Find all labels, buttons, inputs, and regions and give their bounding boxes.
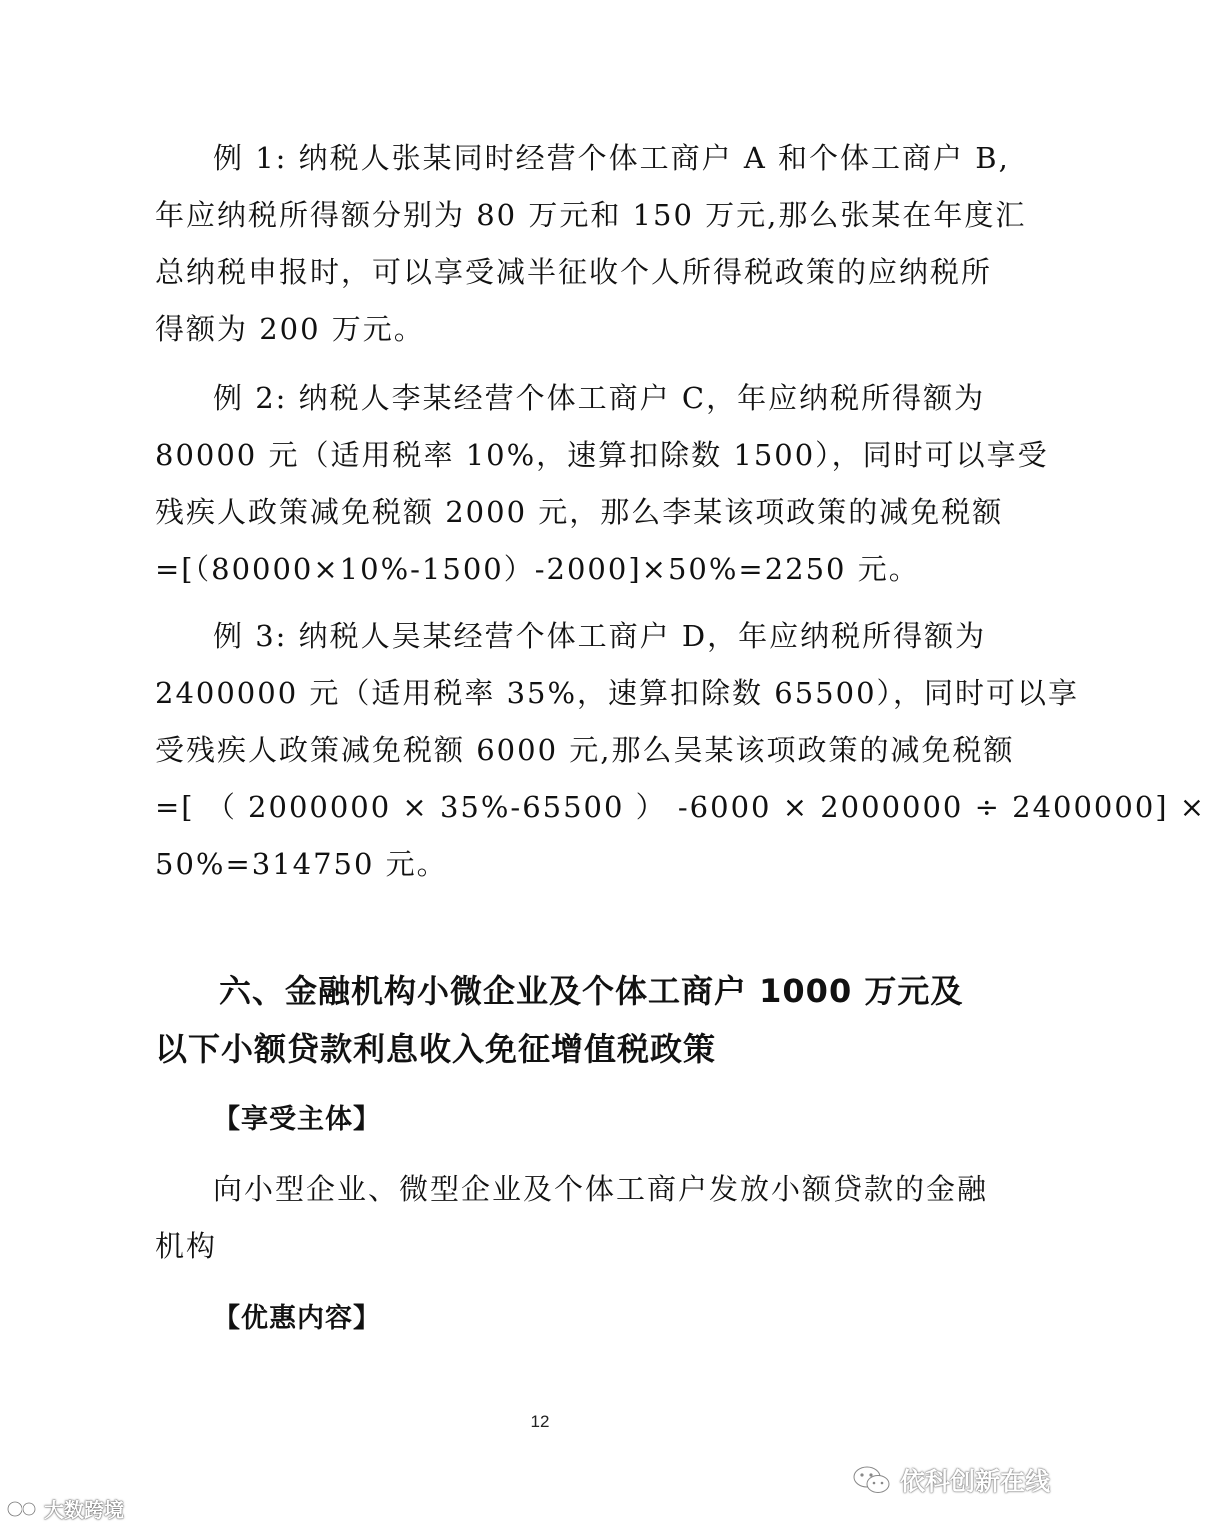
camera-logo-icon (6, 1498, 40, 1520)
example-2-line: 例 2: 纳税人李某经营个体工商户 C，年应纳税所得额为 (213, 381, 986, 415)
example-1-line: 年应纳税所得额分别为 80 万元和 150 万元,那么张某在年度汇 (155, 198, 1027, 232)
example-1-line: 得额为 200 万元。 (155, 312, 425, 346)
section-heading-line: 以下小额贷款利息收入免征增值税政策 (155, 1030, 717, 1068)
example-1-line: 总纳税申报时，可以享受减半征收个人所得税政策的应纳税所 (155, 255, 993, 289)
example-3-line: 50%=314750 元。 (155, 847, 448, 881)
section-heading (155, 962, 964, 1078)
right-watermark-text: 依科创新在线 (899, 1467, 1050, 1496)
example-1-paragraph (155, 130, 1027, 358)
subject-label: 【享受主体】 (213, 1104, 381, 1135)
example-2-paragraph (155, 370, 1049, 598)
example-3-line: =[ （ 2000000 × 35%-65500 ） -6000 × 2000000 ÷ 2400000] × (155, 790, 1206, 824)
example-2-line: 残疾人政策减免税额 2000 元，那么李某该项政策的减免税额 (155, 495, 1004, 529)
example-3-line: 例 3: 纳税人吴某经营个体工商户 D，年应纳税所得额为 (213, 619, 987, 653)
section-heading-line: 六、金融机构小微企业及个体工商户 1000 万元及 (219, 972, 964, 1010)
subject-line: 机构 (155, 1229, 218, 1263)
right-watermark (852, 1462, 1050, 1498)
example-3-line: 受残疾人政策减免税额 6000 元,那么吴某该项政策的减免税额 (155, 733, 1015, 767)
benefit-label: 【优惠内容】 (213, 1303, 381, 1334)
subject-line: 向小型企业、微型企业及个体工商户发放小额贷款的金融 (213, 1172, 989, 1206)
example-3-paragraph (155, 608, 1206, 893)
left-watermark-text: 大数跨境 (44, 1498, 124, 1522)
example-2-line: 80000 元（适用税率 10%，速算扣除数 1500），同时可以享受 (155, 438, 1049, 472)
example-3-line: 2400000 元（适用税率 35%，速算扣除数 65500），同时可以享 (155, 676, 1080, 710)
wechat-icon (852, 1464, 892, 1496)
left-watermark (6, 1494, 124, 1523)
example-2-line: =[（80000×10%-1500）-2000]×50%=2250 元。 (155, 552, 920, 586)
example-1-line: 例 1: 纳税人张某同时经营个体工商户 A 和个体工商户 B, (213, 141, 1010, 175)
page-number: 12 (530, 1412, 550, 1431)
subject-paragraph (155, 1161, 989, 1275)
